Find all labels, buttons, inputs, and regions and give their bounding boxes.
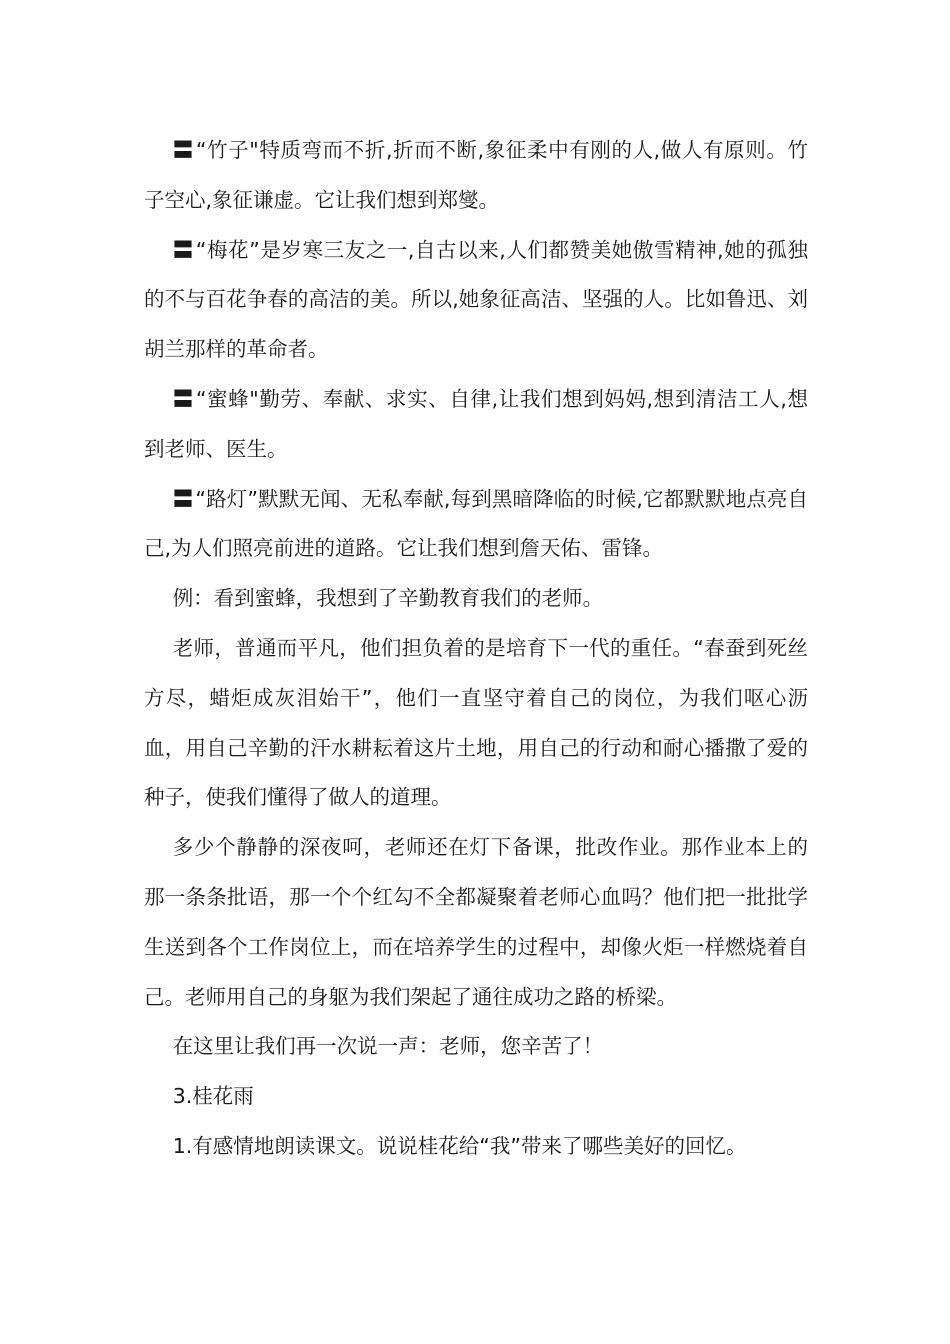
paragraph-teacher-1: [144, 624, 808, 823]
section-heading: [144, 1072, 808, 1122]
paragraph-text: “竹子"特质弯而不折,折而不断,象征柔中有刚的人,做人有原则。竹子空心,象征谦虚。它让我们想到郑燮。: [144, 138, 808, 212]
paragraph-teacher-2: [144, 823, 808, 1022]
bullet-marker: 〓: [172, 138, 194, 162]
paragraph-text: 3.桂花雨: [172, 1084, 254, 1109]
bullet-marker: 〓: [172, 237, 194, 262]
paragraph-text: “蜜蜂"勤劳、奉献、求实、自律,让我们想到妈妈,想到清洁工人,想到老师、医生。: [144, 386, 808, 461]
paragraph-question: [144, 1122, 808, 1172]
paragraph-plum: [144, 226, 808, 375]
paragraph-text: “路灯”默默无闻、无私奉献,每到黑暗降临的时候,它都默默地点亮自己,为人们照亮前进的道路。它让我们想到詹天佑、雷锋。: [144, 486, 809, 561]
bullet-marker: 〓: [172, 386, 194, 411]
paragraph-text: 多少个静静的深夜呵，老师还在灯下备课，批改作业。那作业本上的那一条条批语，那一个个红勾不全都凝聚着老师心血吗？他们把一批批学生送到各个工作岗位上，而在培养学生的过程中，却像火炬一样燃烧着自己。老师用自己的身躯为我们架起了通往成功之路的桥梁。: [144, 835, 808, 1009]
paragraph-bee: [144, 375, 808, 475]
paragraph-text: “梅花”是岁寒三友之一,自古以来,人们都赞美她傲雪精神,她的孤独的不与百花争春的高洁的美。所以,她象征高洁、坚强的人。比如鲁迅、刘胡兰那样的革命者。: [144, 237, 809, 362]
document-body: [144, 126, 808, 1172]
paragraph-text: 例：看到蜜蜂，我想到了辛勤教育我们的老师。: [172, 586, 604, 611]
paragraph-text: 在这里让我们再一次说一声：老师，您辛苦了！: [172, 1034, 604, 1059]
paragraph-text: 老师，普通而平凡，他们担负着的是培育下一代的重任。“春蚕到死丝方尽，蜡炬成灰泪始干”，他们一直坚守着自己的岗位，为我们呕心沥血，用自己辛勤的汗水耕耘着这片土地，用自己的行动和耐心播撒了爱的种子，使我们懂得了做人的道理。: [144, 635, 808, 810]
paragraph-example: [144, 574, 808, 624]
paragraph-thanks: [144, 1022, 808, 1072]
paragraph-text: 1.有感情地朗读课文。说说桂花给“我”带来了哪些美好的回忆。: [172, 1133, 747, 1158]
paragraph-streetlamp: [144, 475, 808, 575]
paragraph-bamboo: [144, 126, 808, 226]
bullet-marker: 〓: [172, 486, 194, 511]
